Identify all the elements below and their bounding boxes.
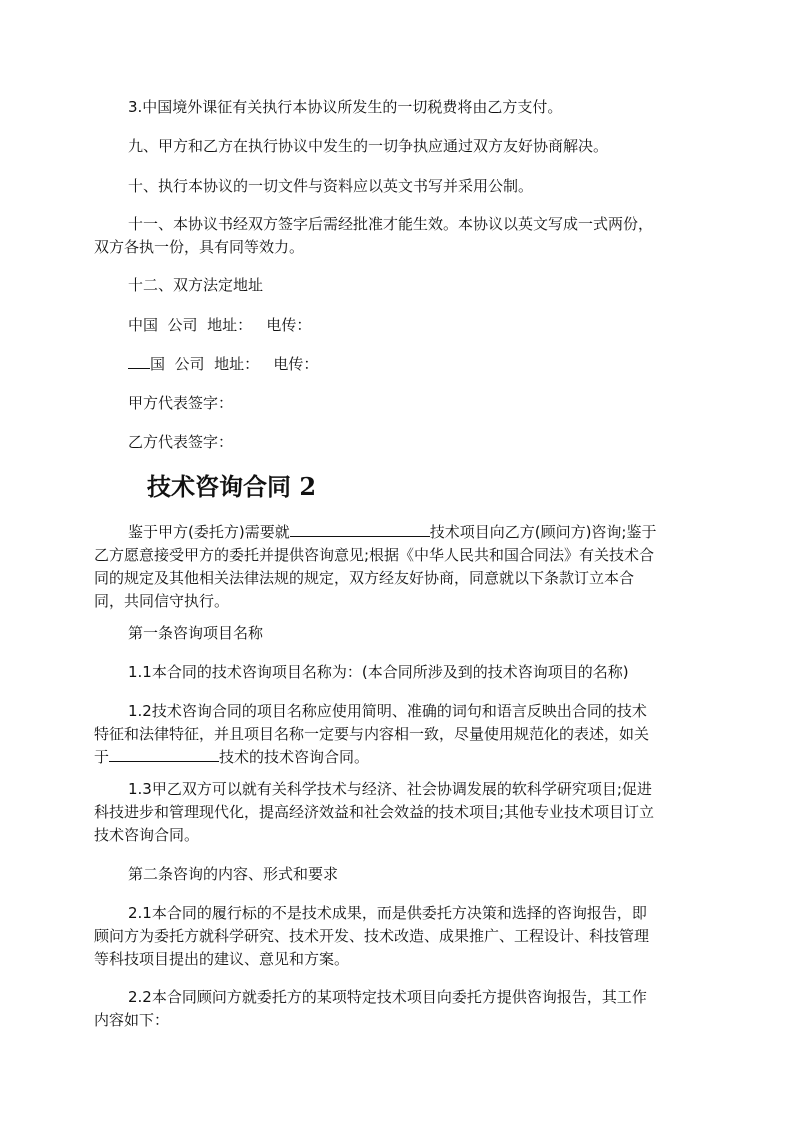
blank-field	[128, 354, 150, 369]
section-title: 技术咨询合同 2	[147, 472, 317, 501]
clause-2-1: 2.1本合同的履行标的不是技术成果，而是供委托方决策和选择的咨询报告，即 顾问方为委托方就科学研究、技术开发、技术改造、成果推广、工程设计、科技管理 等科技项目提出的建议、意见和方案。	[94, 904, 650, 968]
clause-1-2: 1.2技术咨询合同的项目名称应使用简明、准确的词句和语言反映出合同的技术 特征和法律特征，并且项目名称一定要与内容相一致，尽量使用规范化的表述，如关 于 技术的技术咨询合同。	[94, 702, 650, 766]
sign-party-a: 甲方代表签字：	[128, 394, 234, 412]
clause-11: 十一、本协议书经双方签字后需经批准才能生效。本协议以英文写成一式两份， 双方各执一份，具有同等效力。	[94, 215, 654, 256]
article-2-heading: 第二条咨询的内容、形式和要求	[128, 865, 339, 883]
clause-12: 十二、双方法定地址	[128, 276, 264, 294]
clause-10: 十、执行本协议的一切文件与资料应以英文书写并采用公制。	[128, 177, 534, 195]
sign-party-b: 乙方代表签字：	[128, 433, 234, 451]
clause-1-3: 1.3甲乙双方可以就有关科学技术与经济、社会协调发展的软科学研究项目;促进 科技进步和管理现代化，提高经济效益和社会效益的技术项目;其他专业技术项目订立 技术咨询合同。	[94, 780, 655, 844]
preamble: 鉴于甲方(委托方)需要就 技术项目向乙方(顾问方)咨询;鉴于 乙方愿意接受甲方的委托并提供咨询意见;根据《中华人民共和国合同法》有关技术合 同的规定及其他相关法律法规的规定，双方经友好协商，同意就以下条款订立本合 同，共同信守执行。	[94, 523, 657, 610]
address-other: 国 公司 地址： 电传：	[94, 353, 694, 376]
clause-1-1: 1.1本合同的技术咨询项目名称为：(本合同所涉及到的技术咨询项目的名称)	[128, 663, 629, 681]
clause-2-2: 2.2本合同顾问方就委托方的某项特定技术项目向委托方提供咨询报告，其工作 内容如下：	[94, 988, 647, 1029]
article-1-heading: 第一条咨询项目名称	[128, 624, 264, 642]
blank-field	[290, 522, 430, 537]
clause-3: 3.中国境外课征有关执行本协议所发生的一切税费将由乙方支付。	[128, 98, 563, 116]
address-china: 中国 公司 地址： 电传：	[128, 316, 312, 334]
clause-9: 九、甲方和乙方在执行协议中发生的一切争执应通过双方友好协商解决。	[128, 137, 609, 155]
blank-field	[109, 747, 219, 762]
